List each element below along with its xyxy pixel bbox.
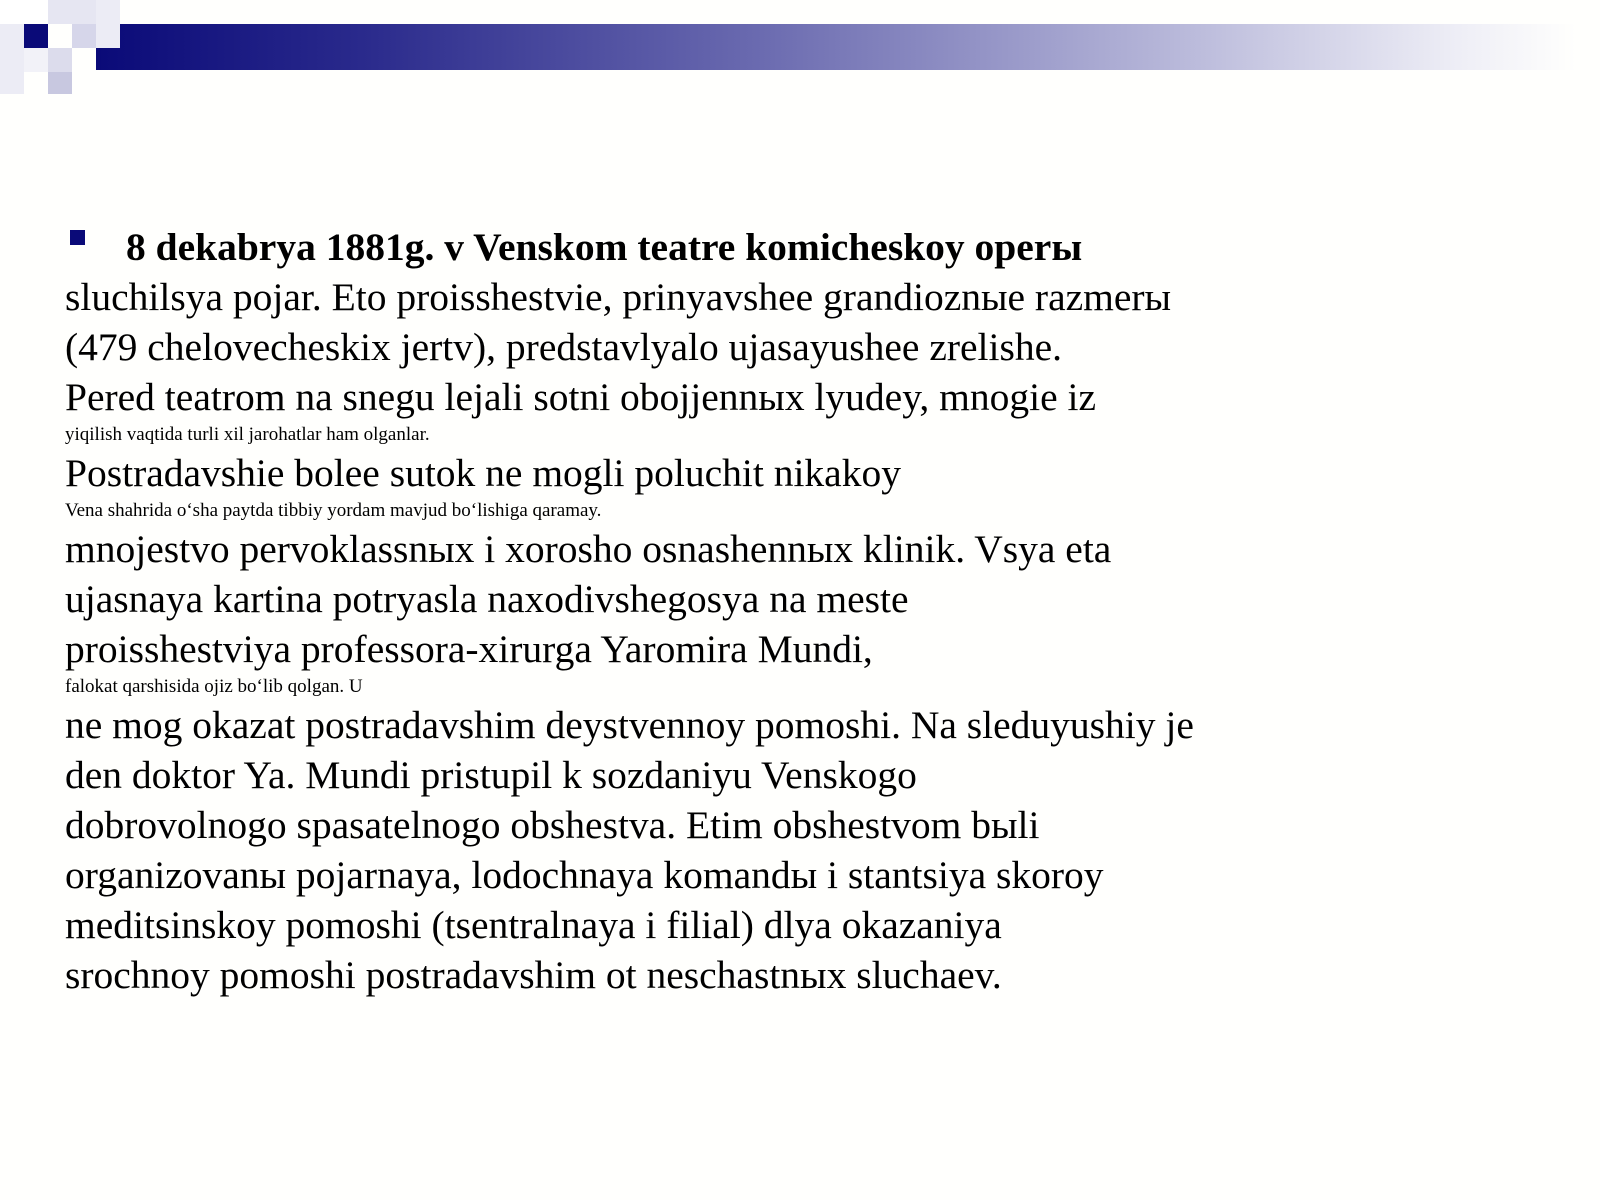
header-gradient-bar [96,24,1576,70]
header-square-decoration [96,0,120,48]
text-line: sluchilsya pojar. Eto proisshestvie, prinyavshee grandioznыe razmerы [65,275,1172,319]
text-line-small: falokat qarshisida ojiz bo‘lib qolgan. U [65,676,363,697]
text-line: ujasnaya kartina potryasla naxodivshegosya na meste [65,577,909,621]
text-line: 8 dekabrya 1881g. v Venskom teatre komicheskoy operы [126,225,1083,269]
text-line: dobrovolnogo spasatelnogo obshestva. Etim obshestvom bыli [65,803,1040,847]
text-line: mnojestvo pervoklassnыx i xorosho osnashennыx klinik. Vsya eta [65,527,1112,571]
header-square-decoration [48,48,72,72]
text-line: Postradavshie bolee sutok ne mogli poluchit nikakoy [65,451,901,495]
header-square-decoration [72,24,96,48]
text-line: organizovanы pojarnaya, lodochnaya komandы i stantsiya skoroy [65,853,1104,897]
text-line-small: yiqilish vaqtida turli xil jarohatlar ham olganlar. [65,424,430,445]
header-square-decoration [0,0,48,24]
header-square-decoration [0,24,24,94]
text-line: (479 chelovecheskix jertv), predstavlyalo ujasayushee zrelishe. [65,325,1063,369]
header-square-decoration [24,48,48,72]
text-line: meditsinskoy pomoshi (tsentralnaya i filial) dlya okazaniya [65,903,1002,947]
header-square-decoration [48,0,96,24]
text-line: ne mog okazat postradavshim deystvennoy pomoshi. Na sleduyushiy je [65,703,1194,747]
text-line: proisshestviya professora-xirurga Yaromira Mundi, [65,627,873,671]
text-line: Pered teatrom na snegu lejali sotni obojjennыx lyudey, mnogie iz [65,375,1096,419]
header-square-decoration [24,24,48,48]
header-square-decoration [48,72,72,94]
text-line-small: Vena shahrida o‘sha paytda tibbiy yordam mavjud bo‘lishiga qaramay. [65,500,602,521]
slide-body-text [65,222,1385,1000]
text-line: srochnoy pomoshi postradavshim ot neschastnыx sluchaev. [65,953,1002,997]
text-line: den doktor Ya. Mundi pristupil k sozdaniyu Venskogo [65,753,917,797]
